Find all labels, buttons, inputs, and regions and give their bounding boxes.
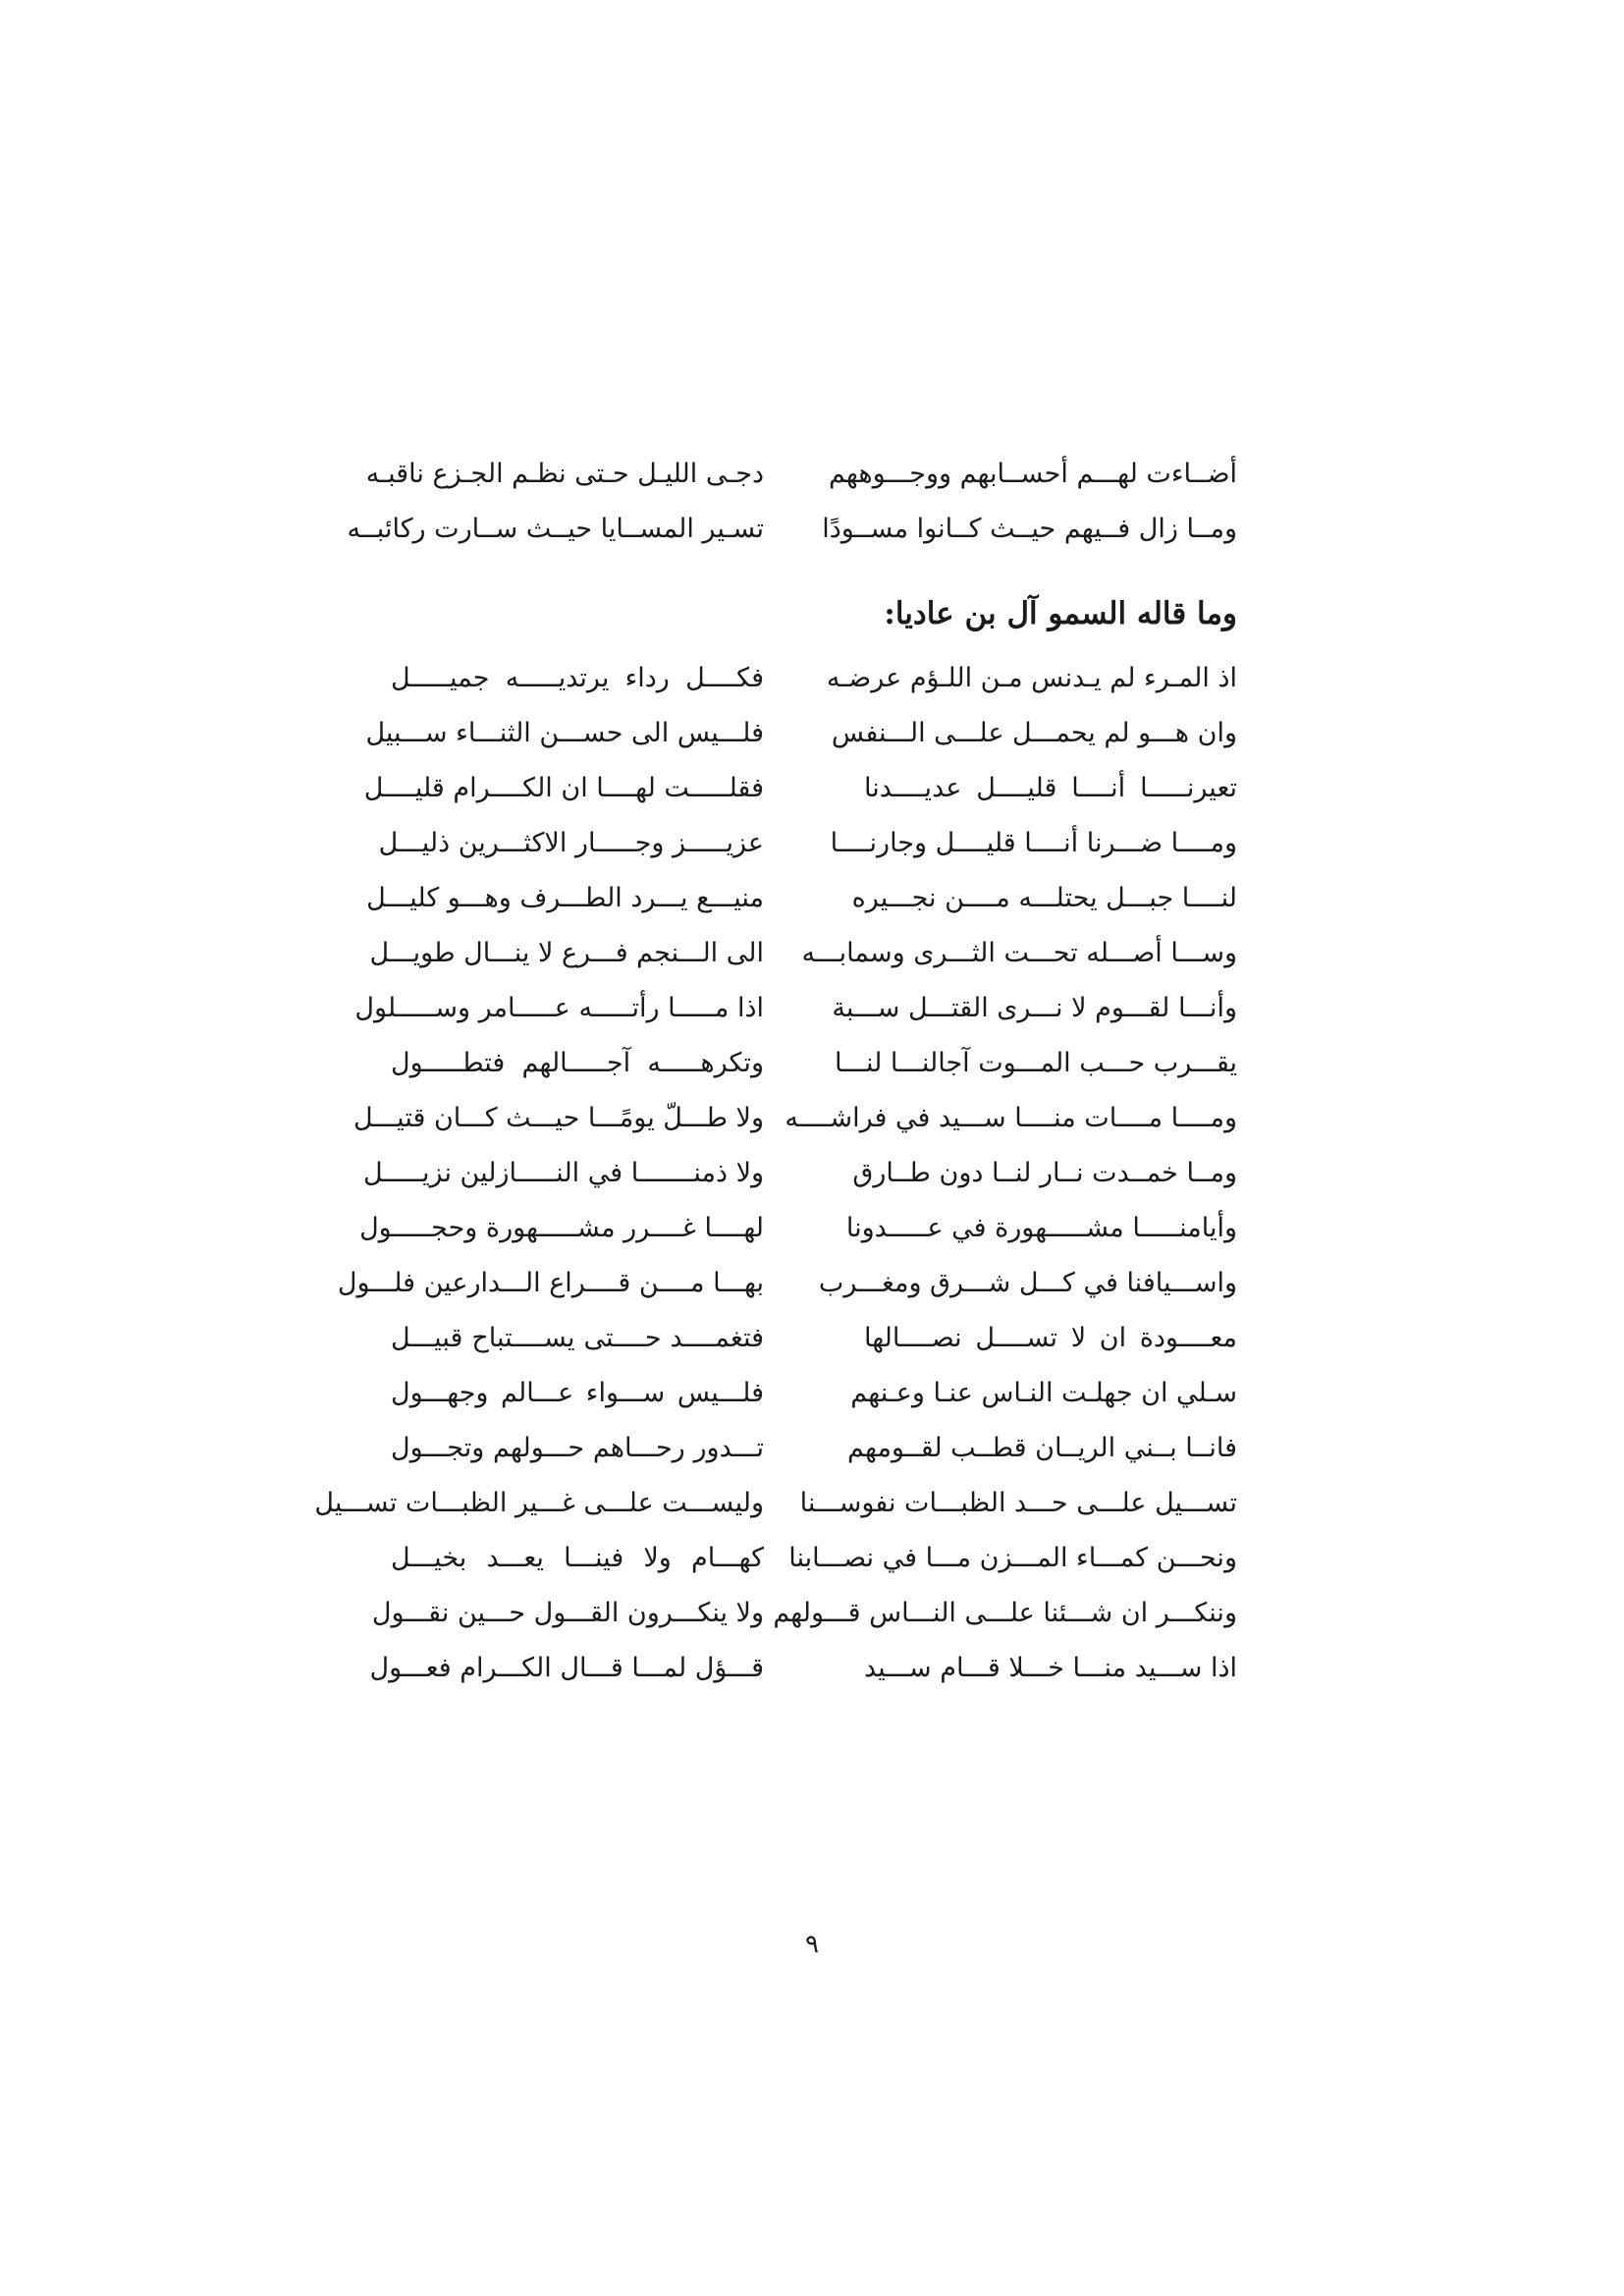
intro-verses	[0, 447, 1624, 557]
couplet	[0, 1586, 1624, 1641]
second-hemistich: الى الـــنجم فـــرع لا ينـــال طويـــل	[369, 938, 764, 968]
second-hemistich: فلـــيس الى حســـن الثنـــاء ســـبيل	[365, 718, 764, 748]
couplet	[0, 981, 1624, 1036]
second-hemistich: بهـــا مــــن قــــراع الـــدارعين فلـــول	[337, 1268, 764, 1298]
second-hemistich: فكــــل رداء يرتديـــــه جميـــــل	[391, 663, 764, 693]
second-hemistich: دجـى الليـل حـتى نظـم الجـزع ناقبـه	[365, 459, 764, 489]
second-hemistich: كهـــام ولا فينـــا يعـــد بخيـــل	[391, 1543, 764, 1573]
couplet	[0, 447, 1624, 502]
couplet	[0, 871, 1624, 926]
first-hemistich: ومــا خمــدت نــار لنــا دون طــارق	[852, 1158, 1237, 1188]
first-hemistich: ومــــا ضـــرنا أنــــا قليــــل وجارنــــا	[830, 828, 1237, 858]
first-hemistich: معــــودة ان لا تســــل نصــــالها	[864, 1323, 1237, 1353]
first-hemistich: يقـــرب حـــب المـــوت آجالنـــا لنـــا	[835, 1048, 1237, 1078]
second-hemistich: منيـــع يـــرد الطـــرف وهـــو كليـــل	[366, 883, 764, 913]
couplet	[0, 926, 1624, 981]
first-hemistich: تعيرنـــــا أنــــا قليــــل عديــــدنا	[864, 773, 1237, 803]
first-hemistich: تســـيل علـــى حـــد الظبـــات نفوســـنا	[799, 1488, 1237, 1518]
couplet	[0, 706, 1624, 761]
second-hemistich: فلـــيس ســـواء عـــالم وجهـــول	[391, 1378, 764, 1408]
couplet	[0, 1201, 1624, 1256]
first-hemistich: واســـيافنا في كـــل شـــرق ومغـــرب	[818, 1268, 1237, 1298]
first-hemistich: ومــــا مــــات منــــا ســـيد في فراشــــه	[785, 1103, 1237, 1133]
first-hemistich: وســـا أصـــله تحـــت الثـــرى وسمابـــه	[801, 938, 1237, 968]
second-hemistich: تـــدور رحـــاهم حـــولهم وتجـــول	[391, 1433, 764, 1463]
couplet	[0, 1146, 1624, 1201]
couplet	[0, 816, 1624, 871]
first-hemistich: اذ المـرء لم يـدنس مـن اللـؤم عرضـه	[826, 663, 1237, 693]
poem-verses	[0, 651, 1624, 1696]
second-hemistich: فقلـــــت لهــــا ان الكــــرام قليــــل	[363, 773, 764, 803]
couplet	[0, 502, 1624, 557]
second-hemistich: لهــــا غــــرر مشـــــهورة وحجـــــول	[359, 1213, 764, 1243]
first-hemistich: سـلي ان جهلـت النـاس عنـا وعـنهم	[850, 1378, 1237, 1408]
second-hemistich: وليســـت علـــى غـــير الظبـــات تســـيل	[314, 1488, 764, 1518]
second-hemistich: ولا ذمنـــــــا في النـــــازلين نزيـــــل	[363, 1158, 764, 1188]
first-hemistich: فانــا بــني الريــان قطــب لقــومهم	[847, 1433, 1237, 1463]
first-hemistich: اذا ســـيد منـــا خـــلا قـــام ســـيد	[864, 1653, 1237, 1683]
second-hemistich: ولا ينكـــرون القـــول حـــين نقـــول	[371, 1598, 764, 1628]
couplet	[0, 1311, 1624, 1366]
couplet	[0, 1366, 1624, 1421]
second-hemistich: فتغمــــد حــــتى يســــتباح قبيـــل	[391, 1323, 764, 1353]
first-hemistich: وأنـــا لقـــوم لا نـــرى القتـــل ســـبة	[832, 993, 1237, 1023]
second-hemistich: تسـير المســايا حيــث ســارت ركائبــه	[347, 514, 764, 544]
first-hemistich: وان هـــو لم يحمـــل علـــى الـــنفس	[831, 718, 1237, 748]
couplet	[0, 1421, 1624, 1476]
second-hemistich: وتكرهـــــه آجـــــالهم فتطـــــول	[391, 1048, 764, 1078]
couplet	[0, 1476, 1624, 1531]
couplet	[0, 1641, 1624, 1696]
first-hemistich: وأيامنـــــا مشـــــهورة في عـــــدونا	[845, 1213, 1237, 1243]
second-hemistich: عزيـــــز وجـــــار الاكثـــرين ذليـــل	[378, 828, 764, 858]
couplet	[0, 1091, 1624, 1146]
page-number: ٩	[805, 1930, 819, 1959]
couplet	[0, 1036, 1624, 1091]
poem-heading: وما قاله السمو آل بن عاديا:	[884, 596, 1237, 631]
first-hemistich: أضــاءت لهـــم أحســابهم ووجـــوههم	[828, 459, 1237, 489]
first-hemistich: ومــا زال فــيهم حيــث كــانوا مســودًا	[822, 514, 1237, 544]
couplet	[0, 1531, 1624, 1586]
couplet	[0, 651, 1624, 706]
first-hemistich: لنــــا جبـــل يحتلـــه مــــن نجـــيره	[851, 883, 1237, 913]
couplet	[0, 1256, 1624, 1311]
second-hemistich: قـــؤل لمـــا قـــال الكـــرام فعـــول	[369, 1653, 764, 1683]
first-hemistich: ونحـــن كمـــاء المـــزن مـــا في نصـــابنا	[788, 1543, 1237, 1573]
first-hemistich: وننكـــر ان شـــئنا علـــى النـــاس قـــولهم	[773, 1598, 1237, 1628]
couplet	[0, 761, 1624, 816]
second-hemistich: ولا طـــلّ يومًـــا حيـــث كـــان قتيـــل	[353, 1103, 764, 1133]
second-hemistich: اذا مـــــا رأتـــــه عـــــامر وســـــلول	[354, 993, 764, 1023]
